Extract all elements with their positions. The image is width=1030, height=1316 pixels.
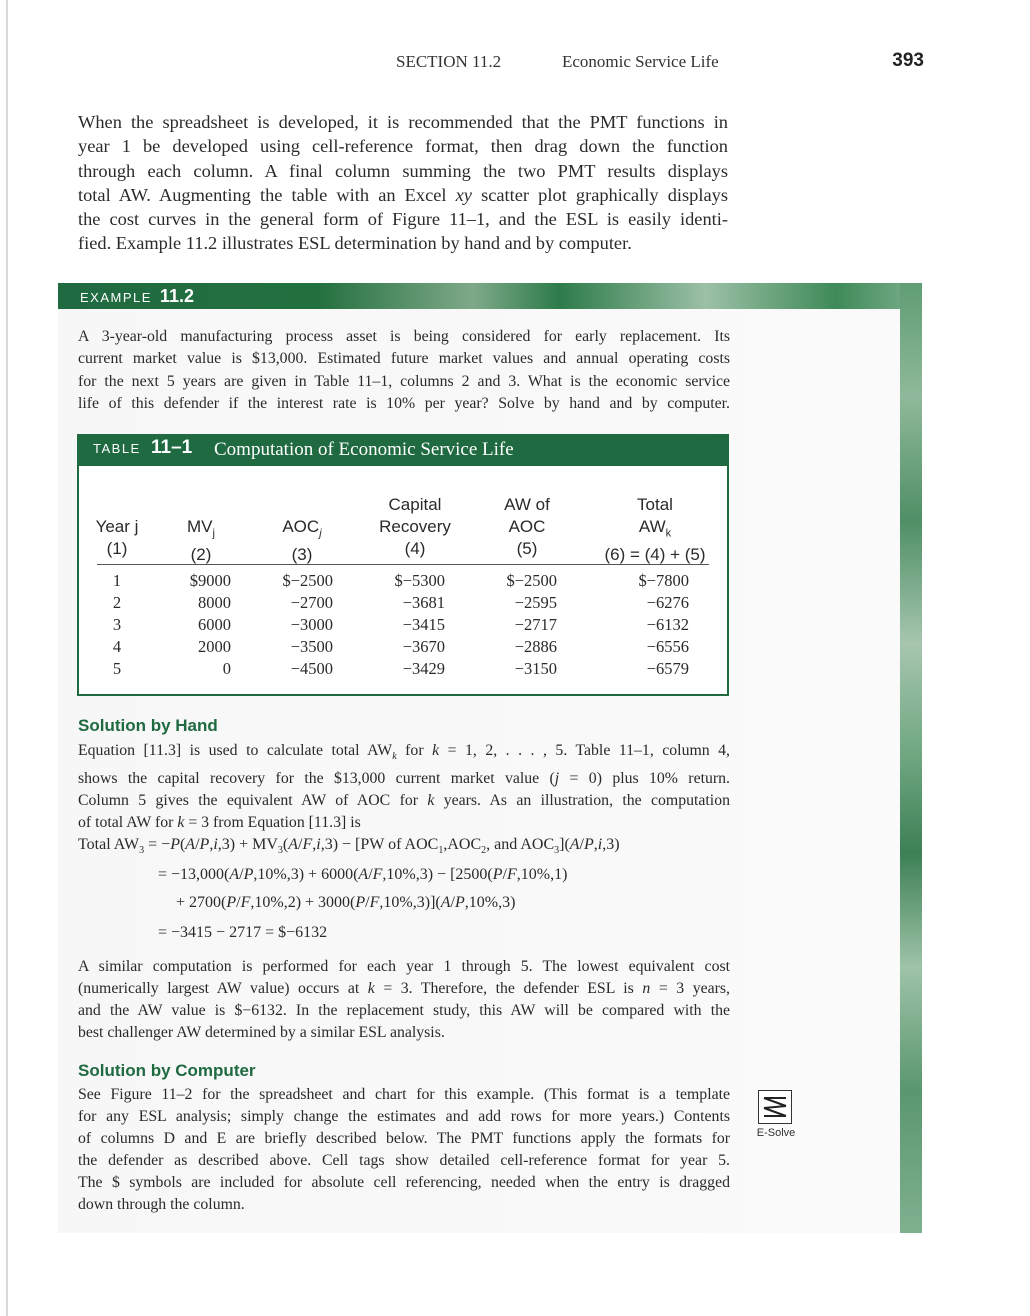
table-title-bar [79, 436, 727, 466]
paragraph-line: See Figure 11–2 for the spreadsheet and chart for this example. (This format is a template [78, 1086, 730, 1103]
cell-mv: 0 [222, 659, 231, 678]
problem-line: current market value is $13,000. Estimated future market values and annual operating costs [78, 350, 730, 368]
cell-aw-aoc: −3150 [514, 659, 557, 678]
cell-mv: $9000 [189, 571, 231, 590]
cell-aoc: $−2500 [282, 571, 333, 590]
problem-line: A 3-year-old manufacturing process asset is being considered for early replacement. Its [78, 328, 730, 345]
paragraph-line: A similar computation is performed for each year 1 through 5. The lowest equivalent cost [78, 958, 730, 975]
header-text: Year j [95, 517, 139, 536]
header-text: $AW_k$ [638, 517, 672, 540]
running-head [0, 50, 1030, 78]
table-number: 11–1 [151, 437, 193, 458]
paragraph-line: of columns D and E are briefly described below. The PMT functions apply the formats for [78, 1130, 730, 1148]
equation-line: + 2700(P/F,10%,2) + 3000(P/F,10%,3)](A/P,10%,3) [176, 894, 516, 911]
intro-line: the cost curves in the general form of Figure 11–1, and the ESL is easily identi- [78, 209, 728, 230]
solution-by-hand-paragraph [78, 740, 730, 835]
intro-line: total AW. Augmenting the table with an Excel xy scatter plot graphically displays [78, 184, 728, 205]
column-header-aoc [267, 494, 337, 566]
intro-line: fied. Example 11.2 illustrates ESL determination by hand and by computer. [78, 233, 632, 254]
example-label [80, 284, 194, 308]
e-solve-label: E-Solve [756, 1127, 796, 1139]
paragraph-line: Equation [11.3] is used to calculate total $AW_k$ for k = 1, 2, . . . , 5. Table 11–1, column 4, [78, 742, 730, 763]
cell-year: 4 [112, 637, 122, 656]
header-text: (2) [190, 545, 212, 565]
e-solve-icon [758, 1090, 792, 1124]
solution-by-hand-heading: Solution by Hand [78, 716, 218, 735]
cell-year: 1 [112, 571, 122, 590]
table-11-1 [77, 434, 729, 696]
cell-year: 2 [112, 593, 122, 612]
intro-line: year 1 be developed using cell-reference format, then drag down the function [78, 136, 728, 157]
cell-aoc: −3500 [290, 637, 333, 656]
table-title: Computation of Economic Service Life [214, 439, 514, 460]
header-text: Total [637, 495, 673, 514]
problem-line: life of this defender if the interest rate is 10% per year? Solve by hand and by computer. [78, 394, 730, 412]
header-text: AW of [504, 495, 550, 514]
cell-aoc: −3000 [290, 615, 333, 634]
column-header-mv [171, 494, 231, 566]
equation-line: = −13,000(A/P,10%,3) + 6000(A/F,10%,3) − [2500(P/F,10%,1) [158, 866, 568, 883]
example-problem [78, 326, 730, 415]
column-header-capital-recovery [367, 494, 463, 560]
header-text: Capital [388, 495, 442, 514]
cell-mv: 8000 [198, 593, 231, 612]
page-binding-line [6, 0, 8, 1316]
cell-aw-aoc: $−2500 [506, 571, 557, 590]
header-text: Recovery [379, 517, 451, 536]
cell-aw-aoc: −2717 [514, 615, 557, 634]
example-number: 11.2 [159, 286, 194, 306]
paragraph-line: for any ESL analysis; simply change the estimates and add rows for more years.) Contents [78, 1108, 730, 1126]
cell-mv: 2000 [198, 637, 231, 656]
intro-line: through each column. A final column summing the two PMT results displays [78, 160, 728, 181]
chapter-title: Economic Service Life [562, 52, 719, 71]
cell-aoc: −4500 [290, 659, 333, 678]
header-text: AOC [508, 517, 546, 536]
problem-line: for the next 5 years are given in Table 11–1, columns 2 and 3. What is the economic service [78, 372, 730, 390]
table-word: TABLE [93, 441, 141, 456]
paragraph-line: of total AW for k = 3 from Equation [11.3] is [78, 814, 361, 832]
cell-capital-recovery: −3415 [402, 615, 445, 634]
column-header-total-aw [591, 494, 719, 566]
intro-line: When the spreadsheet is developed, it is recommended that the PMT functions in [78, 112, 728, 132]
cell-total-aw: −6579 [646, 659, 689, 678]
cell-capital-recovery: $−5300 [394, 571, 445, 590]
paragraph-line: shows the capital recovery for the $13,000 current market value (j = 0) plus 10% return. [78, 770, 730, 788]
solution-by-hand-conclusion [78, 956, 730, 1044]
header-text: (4) [404, 539, 426, 558]
paragraph-line: best challenger AW determined by a similar ESL analysis. [78, 1024, 445, 1042]
paragraph-line: The $ symbols are included for absolute cell referencing, needed when the entry is dragged [78, 1174, 730, 1192]
cell-total-aw: −6276 [646, 593, 689, 612]
cell-total-aw: −6132 [646, 615, 689, 634]
paragraph-line: down through the column. [78, 1196, 245, 1214]
cell-aw-aoc: −2886 [514, 637, 557, 656]
cell-aoc: −2700 [290, 593, 333, 612]
cell-capital-recovery: −3670 [402, 637, 445, 656]
decorative-side-strip [900, 283, 922, 1233]
column-header-aw-aoc [489, 494, 565, 560]
cell-year: 5 [112, 659, 122, 678]
paragraph-line: and the AW value is $−6132. In the replacement study, this AW will be compared with the [78, 1002, 730, 1020]
section-label: SECTION 11.2 [396, 52, 502, 71]
header-text: $MV_j$ [187, 517, 215, 540]
solution-by-computer-paragraph [78, 1084, 730, 1217]
page-number: 393 [892, 50, 924, 71]
example-word: EXAMPLE [80, 290, 152, 305]
equation-line: = −3415 − 2717 = $−6132 [158, 924, 328, 941]
cell-capital-recovery: −3681 [402, 593, 445, 612]
cell-year: 3 [112, 615, 122, 634]
header-rule [97, 564, 709, 565]
cell-total-aw: −6556 [646, 637, 689, 656]
paragraph-line: the defender as described above. Cell tags show detailed cell-reference format for year 5. [78, 1152, 730, 1170]
header-text: (3) [291, 545, 313, 565]
cell-capital-recovery: −3429 [402, 659, 445, 678]
paragraph-line: Column 5 gives the equivalent AW of AOC for k years. As an illustration, the computation [78, 792, 730, 810]
equation-line: Total $AW_3 = -P(A/P,i,3) + MV_3(A/F,i,3) - [PW$ of $AOC_1,AOC_2$, and $AOC_3](A/P,i,3)$ [78, 836, 620, 857]
header-text: (6) = (4) + (5) [604, 545, 706, 565]
cell-total-aw: $−7800 [638, 571, 689, 590]
column-header-year [83, 494, 151, 560]
header-text: $AOC_j$ [282, 517, 322, 540]
cell-mv: 6000 [198, 615, 231, 634]
intro-paragraph [78, 110, 728, 256]
paragraph-line: (numerically largest AW value) occurs at k = 3. Therefore, the defender ESL is n = 3 years, [78, 980, 730, 998]
header-text: (1) [106, 539, 128, 558]
header-text: (5) [516, 539, 538, 558]
cell-aw-aoc: −2595 [514, 593, 557, 612]
solution-by-computer-heading: Solution by Computer [78, 1061, 256, 1080]
